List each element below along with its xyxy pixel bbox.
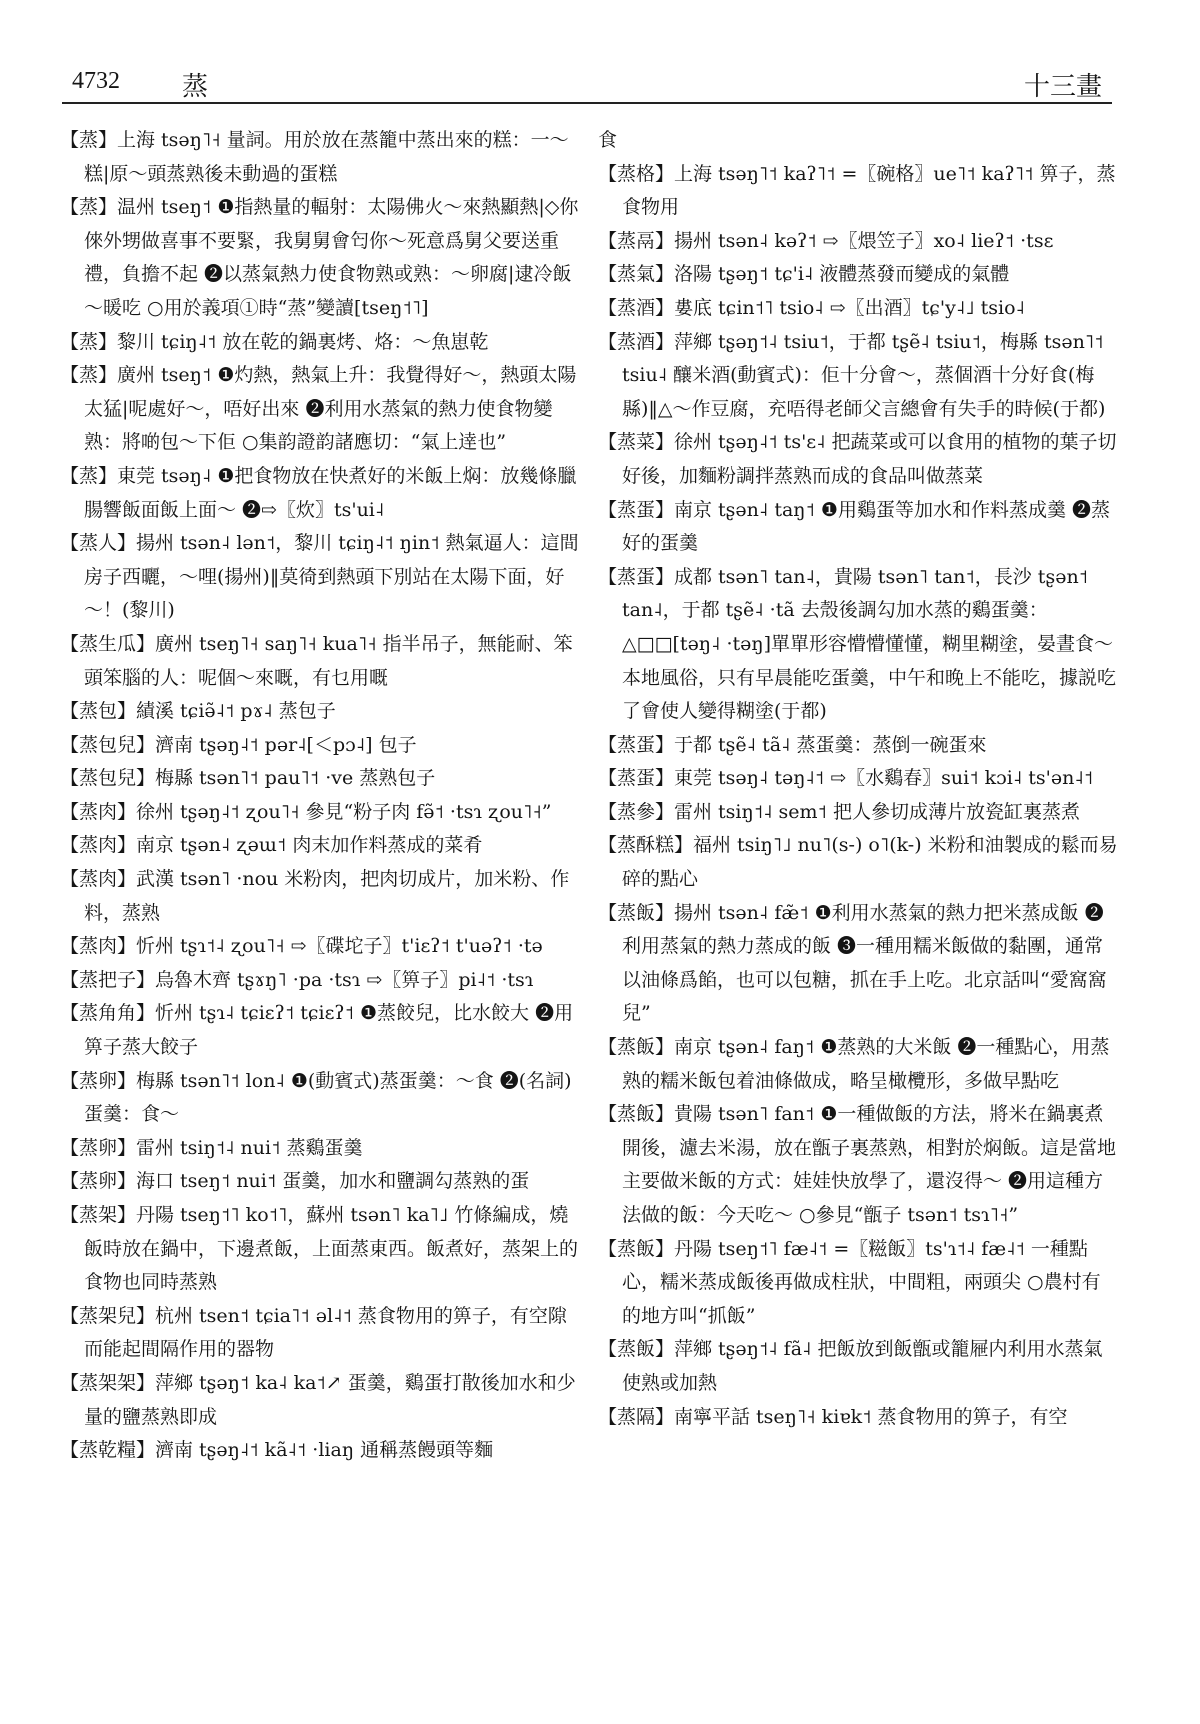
dictionary-entry: 【蒸生瓜】廣州 tseŋ˥˧ saŋ˥˧ kua˥˧ 指半吊子，無能耐、笨頭笨腦的人：呢個～來嘅，有乜用嘅 — [60, 632, 573, 689]
right-column — [598, 124, 1118, 1434]
dictionary-entry: 【蒸飯】貴陽 tsən˥ fan˦ ❶一種做飯的方法，將米在鍋裏煮開後，濾去米湯，放在甑子裏蒸熟，相對於焖飯。這是當地主要做米飯的方式：娃娃快放學了，還沒得～ ❷用這種方法做的飯：今天吃～ ○參見“甑子 tsən˦ tsɿ˥˧” — [598, 1103, 1117, 1226]
dictionary-entry: 【蒸】廣州 tseŋ˦ ❶灼熱，熱氣上升：我覺得好～，熱頭太陽太猛|呢處好～，唔好出來 ❷利用水蒸氣的熱力使食物變熟：將啲包～下佢 ○集韵證韵諸應切：“氣上逹也” — [60, 364, 577, 454]
dictionary-entry: 【蒸卵】海口 tseŋ˦ nui˦ 蛋羹，加水和鹽調勾蒸熟的蛋 — [60, 1170, 530, 1193]
dictionary-entry: 【蒸卵】梅縣 tsən˥˦ lon˨ ❶(動賓式)蒸蛋羹：～食 ❷(名詞)蛋羹：食～ — [60, 1069, 572, 1126]
dictionary-entry: 【蒸架兒】杭州 tsen˦ tɕia˥˦ əl˨˦ 蒸食物用的箅子，有空隙而能起間隔作用的器物 — [60, 1304, 567, 1361]
dictionary-entry: 【蒸包兒】濟南 tʂəŋ˨˦ pər˨[＜pɔ˨] 包子 — [60, 733, 417, 756]
dictionary-entry: 【蒸參】雷州 tsiŋ˦˨ sem˦ 把人參切成薄片放瓷缸裏蒸煮 — [598, 800, 1080, 823]
dictionary-entry: 【蒸氣】洛陽 tʂəŋ˦ tɕ'i˨ 液體蒸發而變成的氣體 — [598, 263, 1010, 286]
dictionary-entry: 【蒸肉】南京 tʂən˨ ʐəɯ˦ 肉末加作料蒸成的菜肴 — [60, 834, 483, 857]
dictionary-entry: 【蒸卵】雷州 tsiŋ˦˨ nui˦ 蒸鷄蛋羹 — [60, 1136, 363, 1159]
left-column — [60, 124, 580, 1468]
dictionary-entry: 【蒸】東莞 tsəŋ˨ ❶把食物放在快煮好的米飯上焖：放幾條臘腸響飯面飯上面～ ❷⇨〖炊〗ts'ui˨ — [60, 464, 577, 521]
dictionary-entry: 【蒸包兒】梅縣 tsən˥˦ pau˥˦ ·ve 蒸熟包子 — [60, 767, 436, 790]
dictionary-entry: 【蒸鬲】揚州 tsən˨ kəʔ˦ ⇨〖煨笠子〗xo˨ lieʔ˦ ·tsɛ — [598, 229, 1054, 252]
dictionary-entry: 【蒸包】績溪 tɕiə̃˨˦ pɤ˨ 蒸包子 — [60, 700, 336, 723]
page-header — [62, 62, 1112, 104]
dictionary-entry: 【蒸】温州 tseŋ˦ ❶指熱量的輻射：太陽佛火～來熱顯熱|◇你倈外甥做喜事不要緊，我舅舅會匄你～死意爲舅父要送重禮，負擔不起 ❷以蒸氣熱力使食物熟或熟：～卵腐|逮冷飯～暖吃 ○用於義項①時“蒸”變讀[tseŋ˦˥] — [60, 196, 579, 319]
dictionary-entry: 【蒸架】丹陽 tseŋ˦˥ ko˦˥，蘇州 tsən˥ ka˥˩ 竹條編成，燒飯時放在鍋中，下邊煮飯，上面蒸東西。飯煮好，蒸架上的食物也同時蒸熟 — [60, 1204, 579, 1294]
dictionary-entry: 【蒸酒】婁底 tɕin˦˥ tsio˨ ⇨〖出酒〗tɕ'y˨˩ tsio˨ — [598, 296, 1025, 319]
dictionary-entry: 【蒸酒】萍鄉 tʂəŋ˦˨ tsiu˦，于都 tʂẽ˨ tsiu˦，梅縣 tsən˥˦ tsiu˨ 釀米酒(動賓式)：佢十分會～，蒸個酒十分好食(梅縣)‖△～作豆腐，充唔得老師父言總會有失手的時候(于都) — [598, 330, 1106, 420]
dictionary-entry: 【蒸菜】徐州 tʂəŋ˨˦ ts'ɛ˨ 把蔬菜或可以食用的植物的葉子切好後，加麵粉調拌蒸熟而成的食品叫做蒸菜 — [598, 431, 1117, 487]
dictionary-entry: 【蒸架架】萍鄉 tʂəŋ˦ ka˨ ka˦↗ 蛋羹，鷄蛋打散後加水和少量的鹽蒸熟即成 — [60, 1371, 576, 1428]
dictionary-entry: 【蒸隔】南寧平話 tseŋ˥˧ kiɐk˦ 蒸食物用的箅子，有空 — [598, 1405, 1068, 1428]
dictionary-entry: 【蒸肉】武漢 tsən˥ ·nou 米粉肉，把肉切成片，加米粉、作料，蒸熟 — [60, 868, 570, 924]
dictionary-entry: 【蒸飯】萍鄉 tʂəŋ˦˨ fã˨ 把飯放到飯甑或籠屜内利用水蒸氣使熟或加熱 — [598, 1338, 1103, 1394]
stroke-section: 十三畫 — [1023, 72, 1102, 102]
dictionary-entry: 【蒸人】揚州 tsən˨ lən˦，黎川 tɕiŋ˨˦ ŋin˦ 熱氣逼人：這間房子西曬，～哩(揚州)‖莫徛到熱頭下別站在太陽下面，好～！(黎川) — [60, 532, 579, 622]
dictionary-entry: 【蒸肉】忻州 tʂɿ˦˨ ʐou˥˧ ⇨〖碟坨子〗t'iɛʔ˦ t'uəʔ˦ ·tə — [60, 935, 543, 958]
dictionary-entry: 【蒸蛋】東莞 tsəŋ˨ təŋ˨˦ ⇨〖水鷄春〗sui˦ kɔi˨ ts'ən˨˦ — [598, 767, 1094, 790]
dictionary-entry: 【蒸飯】南京 tʂən˨ faŋ˦ ❶蒸熟的大米飯 ❷一種點心，用蒸熟的糯米飯包着油條做成，略呈橄欖形，多做早點吃 — [598, 1036, 1110, 1092]
dictionary-entry: 【蒸飯】揚州 tsən˨ fæ̃˦ ❶利用水蒸氣的熱力把米蒸成飯 ❷利用蒸氣的熱力蒸成的飯 ❸一種用糯米飯做的黏團，通常以油條爲餡，也可以包糖，抓在手上吃。北京話叫“愛窩窩兒” — [598, 901, 1107, 1025]
dictionary-entry: 【蒸酥糕】福州 tsiŋ˥˩ nu˥(s-) o˥(k-) 米粉和油製成的鬆而易碎的點心 — [598, 834, 1118, 891]
dictionary-entry: 【蒸蛋】南京 tʂən˨ taŋ˦ ❶用鷄蛋等加水和作料蒸成羹 ❷蒸好的蛋羹 — [598, 498, 1110, 555]
dictionary-entry: 【蒸飯】丹陽 tseŋ˦˥ fæ˨˦ =〖糍飯〗ts'ɿ˦˨ fæ˨˦ 一種點心，糯米蒸成飯後再做成柱狀，中間粗，兩頭尖 ○農村有的地方叫“抓飯” — [598, 1237, 1101, 1327]
dictionary-entry: 【蒸】黎川 tɕiŋ˨˦ 放在乾的鍋裏烤、烙：～魚崽乾 — [60, 330, 489, 353]
dictionary-entry: 【蒸蛋】于都 tʂẽ˨ tã˨ 蒸蛋羹：蒸倒一碗蛋來 — [598, 733, 987, 756]
dictionary-entry: 【蒸肉】徐州 tʂəŋ˨˦ ʐou˥˧ 參見“粉子肉 fə̃˦ ·tsɿ ʐou˥˧” — [60, 800, 552, 823]
dictionary-entry: 【蒸蛋】成都 tsən˥ tan˨，貴陽 tsən˥ tan˦，長沙 tʂən˦ tan˨，于都 tʂẽ˨ ·tã 去殼後調勾加水蒸的鷄蛋羹：△□□[təŋ˨ ·təŋ]單單形容懵懵懂懂，糊里糊塗，晏晝食～本地風俗，只有早晨能吃蛋羹，中午和晚上不能吃，據説吃了會使人變得糊塗(于都) — [598, 565, 1117, 723]
dictionary-entry: 【蒸】上海 tsəŋ˥˧ 量詞。用於放在蒸籠中蒸出來的糕：一～糕|原～頭蒸熟後未動過的蛋糕 — [60, 129, 569, 185]
dictionary-entry: 【蒸格】上海 tsəŋ˥˦ kaʔ˥˦ =〖碗格〗ue˥˦ kaʔ˥˦ 箅子，蒸食物用 — [598, 162, 1116, 219]
page-number: 4732 — [72, 68, 120, 94]
dictionary-entry-continued: 食 — [598, 129, 618, 151]
dictionary-entry: 【蒸角角】忻州 tʂɿ˨ tɕiɛʔ˦ tɕiɛʔ˦ ❶蒸餃兒，比水餃大 ❷用箅子蒸大餃子 — [60, 1002, 574, 1059]
header-character: 蒸 — [182, 72, 209, 102]
dictionary-entry: 【蒸把子】烏魯木齊 tʂɤŋ˥ ·pa ·tsɿ ⇨〖箅子〗pi˨˦ ·tsɿ — [60, 968, 534, 991]
dictionary-entry: 【蒸乾糧】濟南 tʂəŋ˨˦ kã˨˦ ·liaŋ 通稱蒸饅頭等麵 — [60, 1439, 494, 1462]
